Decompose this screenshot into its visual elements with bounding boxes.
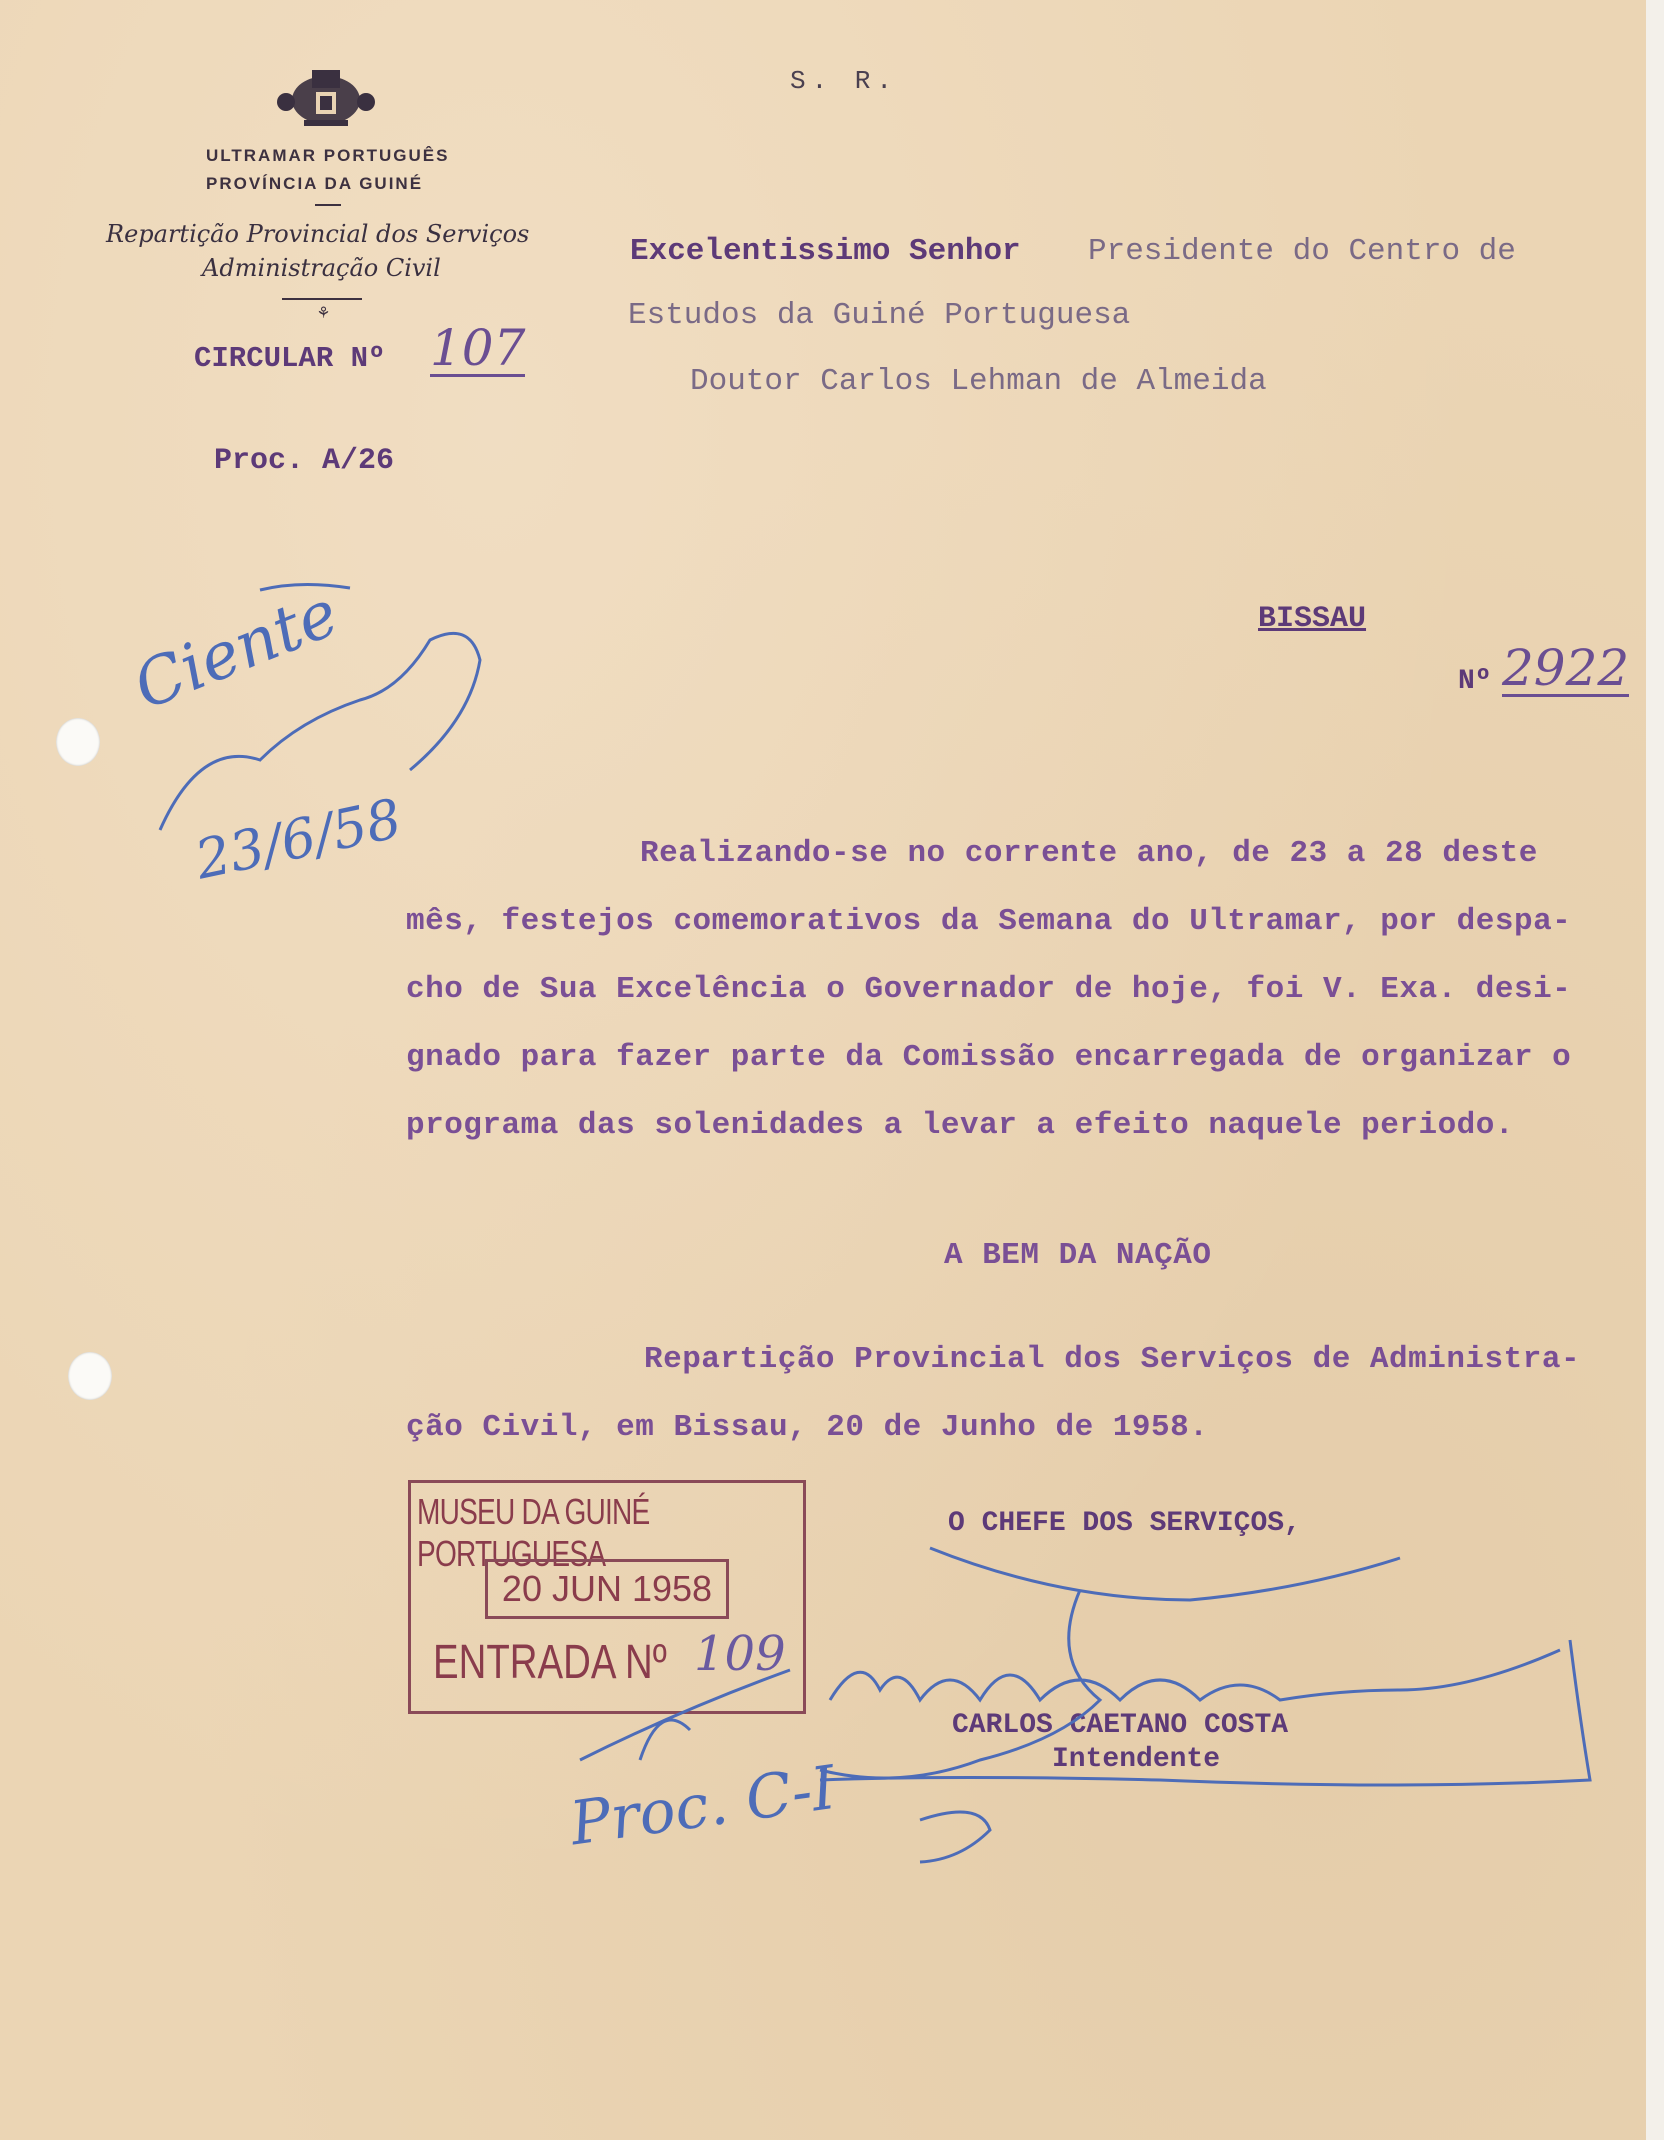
stamp-date: 20 JUN 1958	[485, 1559, 729, 1619]
punch-hole-bottom	[68, 1352, 112, 1400]
addressee-institution: Estudos da Guiné Portuguesa	[628, 298, 1131, 333]
addressee-salutation: Excelentissimo Senhor	[630, 234, 1021, 269]
department-divider	[282, 298, 362, 300]
body-line-1: Realizando-se no corrente ano, de 23 a 28 deste	[640, 836, 1538, 871]
body-line-3: cho de Sua Excelência o Governador de hoje, foi V. Exa. desi-	[406, 972, 1572, 1007]
handwritten-proc-note: Proc. C-I	[566, 1752, 840, 1860]
stamp-entry-number: 109	[694, 1626, 786, 1682]
doc-number-label: Nº	[1458, 666, 1492, 697]
signature-title: O CHEFE DOS SERVIÇOS,	[948, 1508, 1301, 1539]
circular-number: 107	[430, 319, 526, 377]
footer-line-2: ção Civil, em Bissau, 20 de Junho de 1958.	[406, 1410, 1209, 1445]
fleuron-icon: ⚘	[318, 304, 329, 324]
body-line-4: gnado para fazer parte da Comissão encarregada de organizar o	[406, 1040, 1572, 1075]
header-divider	[315, 204, 341, 206]
page-edge	[1646, 0, 1664, 2140]
department-line-2: Administração Civil	[202, 254, 441, 282]
handwritten-note-ciente: Ciente	[124, 576, 349, 725]
signatory-role: Intendente	[1052, 1744, 1221, 1775]
stamp-title: MUSEU DA GUINÉ PORTUGUESA	[417, 1491, 650, 1574]
stamp-entry-label: ENTRADA Nº	[433, 1636, 667, 1689]
proc-reference: Proc. A/26	[214, 444, 395, 478]
place-label: BISSAU	[1258, 602, 1367, 636]
addressee-title: Presidente do Centro de	[1088, 234, 1516, 269]
doc-number: 2922	[1502, 639, 1630, 697]
punch-hole-top	[56, 718, 100, 766]
header-line-ultramar: ULTRAMAR PORTUGUÊS	[206, 146, 450, 165]
footer-line-1: Repartição Provincial dos Serviços de Administra-	[644, 1342, 1581, 1377]
circular-label: CIRCULAR Nº	[194, 342, 386, 375]
handwritten-note-date: 23/6/58	[190, 786, 407, 892]
body-line-5: programa das solenidades a levar a efeito naquele periodo.	[406, 1108, 1514, 1143]
margin-note: S. R.	[790, 66, 899, 96]
body-line-2: mês, festejos comemorativos da Semana do Ultramar, por despa-	[406, 904, 1572, 939]
signatory-name: CARLOS CAETANO COSTA	[952, 1710, 1289, 1741]
header-line-provincia: PROVÍNCIA DA GUINÉ	[206, 174, 424, 193]
department-line-1: Repartição Provincial dos Serviços	[106, 220, 530, 248]
closing-formula: A BEM DA NAÇÃO	[944, 1238, 1212, 1273]
addressee-name: Doutor Carlos Lehman de Almeida	[690, 364, 1267, 399]
